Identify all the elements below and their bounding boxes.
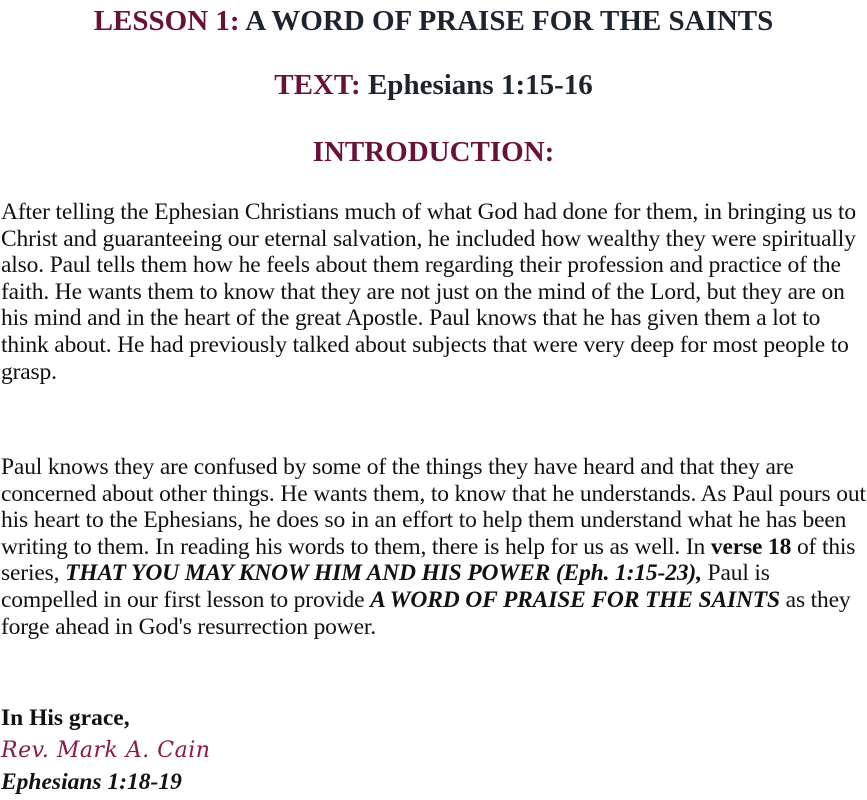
paragraph-2-text-c: Paul is compelled in our first lesson to provide xyxy=(1,560,770,613)
lesson-heading xyxy=(0,4,867,38)
introduction-heading: INTRODUCTION: xyxy=(312,136,555,168)
lesson-title-emphasis: A WORD OF PRAISE FOR THE SAINTS xyxy=(370,586,780,613)
lesson-label: LESSON 1: xyxy=(93,5,240,37)
text-heading xyxy=(0,68,867,102)
signature: Rev. Mark A. Cain xyxy=(1,738,211,763)
intro-paragraph-1: After telling the Ephesian Christians much of what God had done for them, in bringing us to Christ and guaranteeing our eternal salvation, he included how wealthy they were spiritually also. Paul tells them how he feels about them regarding their profession and practice of the faith. He wants them to know that they are not just on the mind of the Lord, but they are on his mind and in the heart of the great Apostle. Paul knows that he has given them a lot to think about. He had previously talked about subjects that were very deep for most people to grasp. xyxy=(1,199,857,385)
lesson-title: A WORD OF PRAISE FOR THE SAINTS xyxy=(245,5,774,37)
closing-salutation: In His grace, xyxy=(1,705,130,731)
paragraph-2-text-b: of this series, xyxy=(1,533,856,587)
paragraph-2-text-a: Paul knows they are confused by some of the things they have heard and that they are concerned about other things. He wants them, to know that he understands. As Paul pours out his heart to the Ephesians, he does so in an effort to help them understand what he has been writing to them. In reading his words to them, there is help for us as well. In xyxy=(1,454,866,560)
closing-reference: Ephesians 1:18-19 xyxy=(1,769,182,795)
verse-reference: verse 18 xyxy=(710,533,792,560)
text-reference: Ephesians 1:15-16 xyxy=(367,69,593,101)
paragraph-2-text-d: as they forge ahead in God's resurrection power. xyxy=(1,586,851,640)
series-title: THAT YOU MAY KNOW HIM AND HIS POWER (Eph. 1:15-23), xyxy=(65,560,702,587)
intro-paragraph-2 xyxy=(1,454,867,640)
text-label: TEXT: xyxy=(274,69,361,101)
